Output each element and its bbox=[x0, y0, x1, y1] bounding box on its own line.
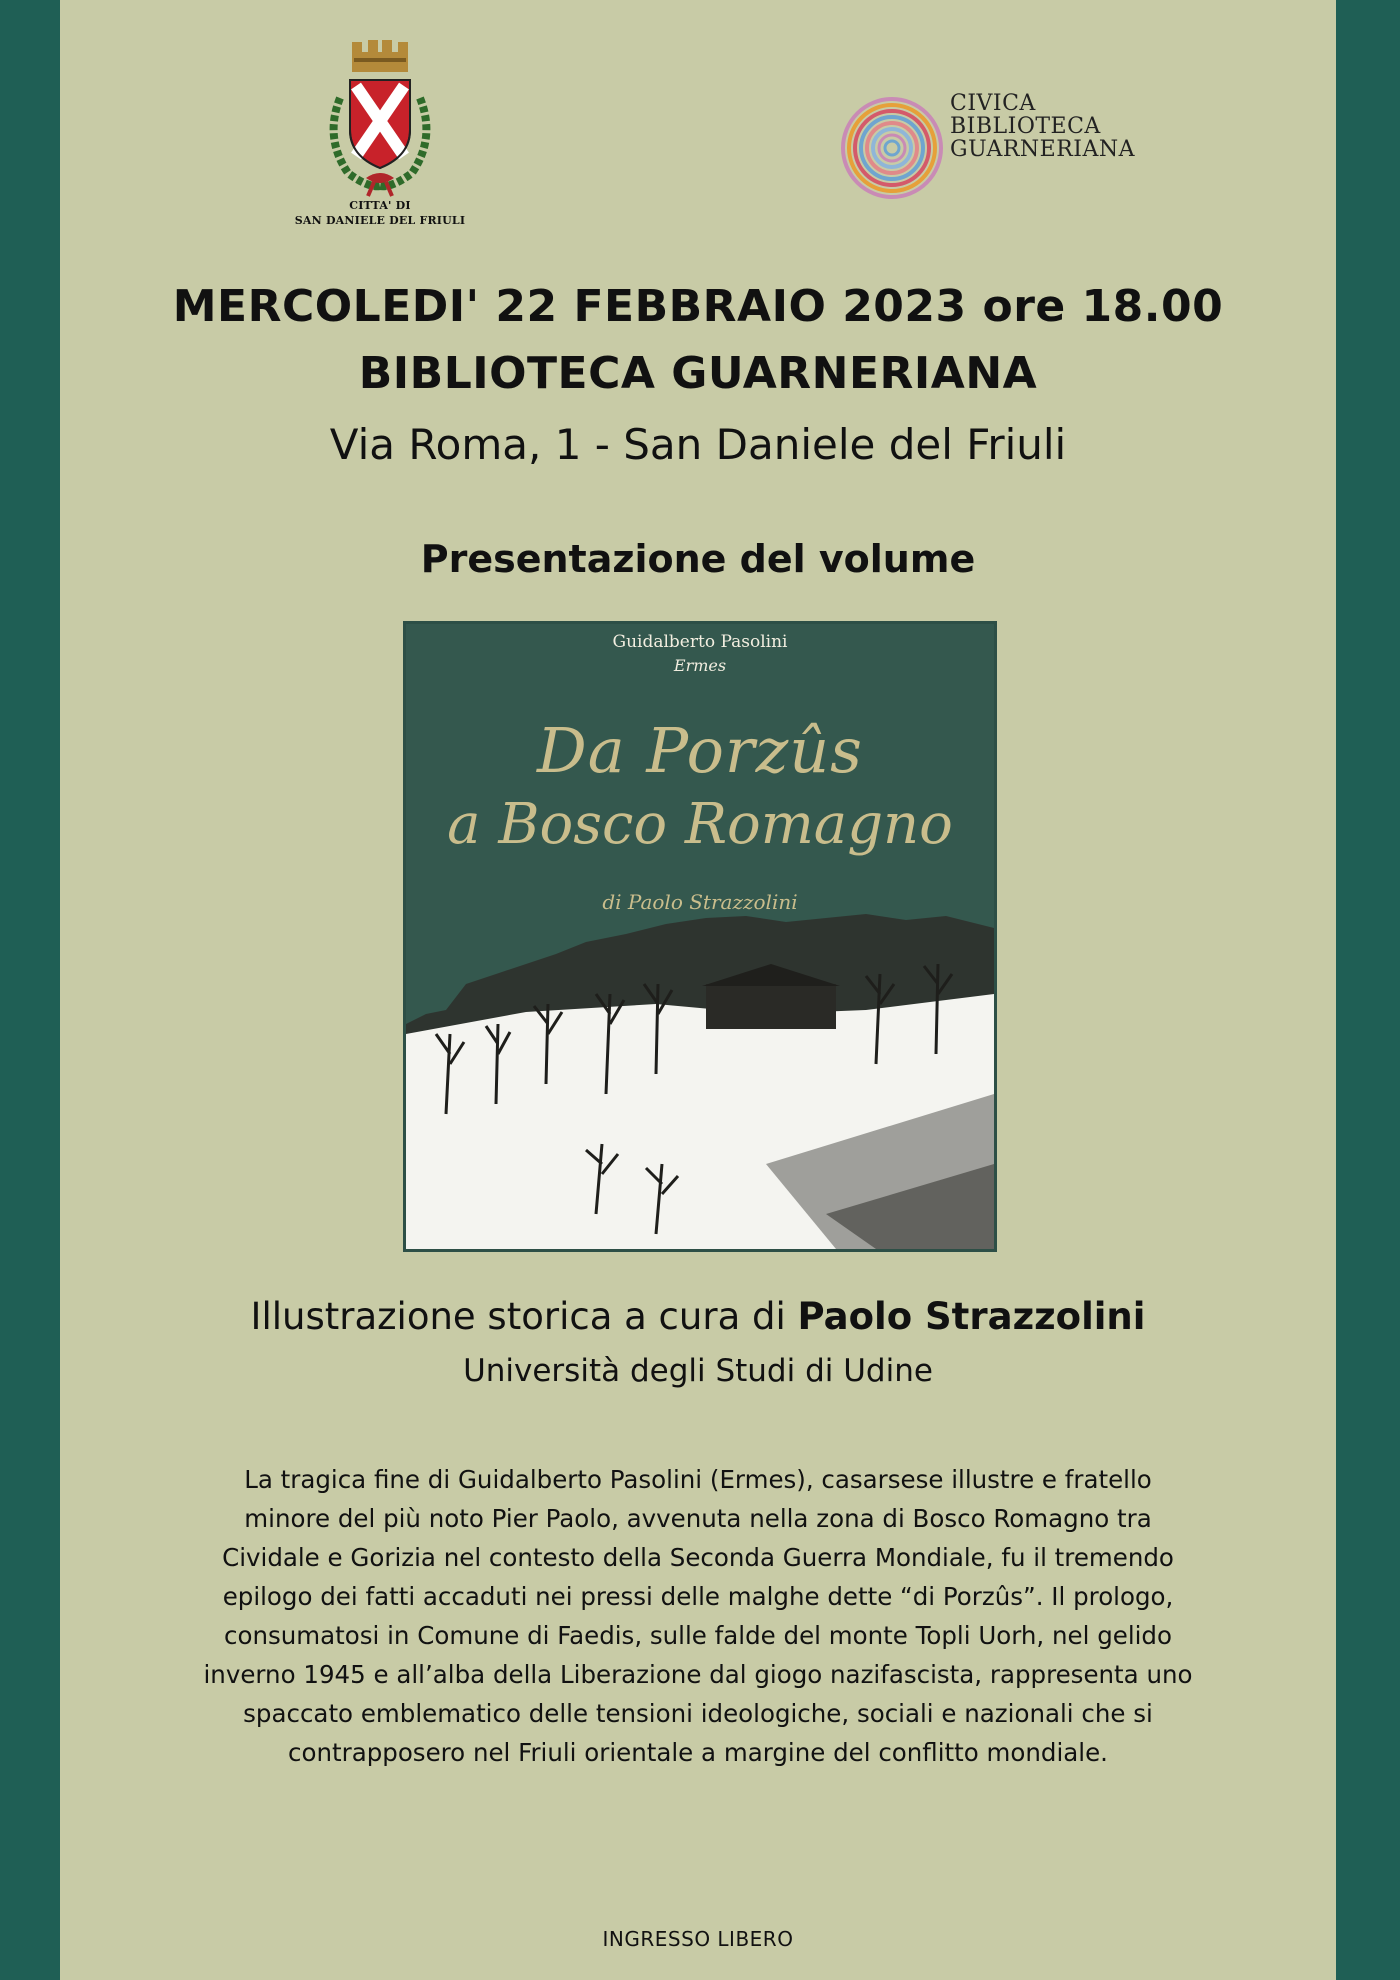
city-caption bbox=[260, 198, 500, 228]
city-caption-line2: SAN DANIELE DEL FRIULI bbox=[294, 214, 466, 227]
presentation-heading: Presentazione del volume bbox=[420, 537, 976, 581]
cover-title-line2: a Bosco Romagno bbox=[447, 792, 953, 857]
description-line: consumatosi in Comune di Faedis, sulle falde del monte Topli Uorh, nel gelido bbox=[224, 1621, 1172, 1650]
coat-of-arms-icon bbox=[318, 38, 442, 198]
library-name-line: CIVICA bbox=[950, 91, 1036, 116]
speaker-line bbox=[60, 1295, 1336, 1338]
description-line: La tragica fine di Guidalberto Pasolini (Ermes), casarsese illustre e fratello bbox=[244, 1465, 1152, 1494]
library-name-line: GUARNERIANA bbox=[950, 137, 1135, 162]
poster-page bbox=[60, 0, 1336, 1980]
book-cover-image bbox=[403, 621, 997, 1252]
speaker-affiliation: Università degli Studi di Udine bbox=[463, 1353, 933, 1389]
speaker-intro: Illustrazione storica a cura di bbox=[250, 1295, 798, 1338]
speaker-name: Paolo Strazzolini bbox=[797, 1295, 1146, 1338]
cover-title-line1: Da Porzûs bbox=[537, 714, 863, 787]
description-line: minore del più noto Pier Paolo, avvenuta nella zona di Bosco Romagno tra bbox=[244, 1504, 1152, 1533]
description-line: contrapposero nel Friuli orientale a margine del conflitto mondiale. bbox=[288, 1738, 1108, 1767]
concentric-circles-icon bbox=[840, 96, 944, 200]
snowy-landscape-photo bbox=[406, 914, 994, 1249]
event-venue: BIBLIOTECA GUARNERIANA bbox=[358, 348, 1038, 399]
library-name-line: BIBLIOTECA bbox=[950, 114, 1101, 139]
cover-author: Guidalberto Pasolini bbox=[612, 632, 788, 652]
free-entry-note: INGRESSO LIBERO bbox=[602, 1927, 794, 1951]
library-name bbox=[950, 92, 1135, 161]
library-logo bbox=[840, 90, 1170, 210]
description-line: Cividale e Gorizia nel contesto della Seconda Guerra Mondiale, fu il tremendo bbox=[222, 1543, 1174, 1572]
description-paragraph bbox=[130, 1460, 1266, 1772]
cover-subtitle: Ermes bbox=[673, 656, 727, 675]
description-line: inverno 1945 e all’alba della Liberazione dal giogo nazifascista, rappresenta uno bbox=[203, 1660, 1193, 1689]
city-caption-line1: CITTA' DI bbox=[349, 199, 411, 212]
cover-by-line: di Paolo Strazzolini bbox=[602, 890, 798, 914]
description-line: epilogo dei fatti accaduti nei pressi delle malghe dette “di Porzûs”. Il prologo, bbox=[222, 1582, 1174, 1611]
city-coat-of-arms-logo bbox=[260, 38, 500, 228]
description-line: spaccato emblematico delle tensioni ideologiche, sociali e nazionali che si bbox=[243, 1699, 1153, 1728]
event-date-time: MERCOLEDI' 22 FEBBRAIO 2023 ore 18.00 bbox=[172, 281, 1224, 332]
event-address: Via Roma, 1 - San Daniele del Friuli bbox=[329, 420, 1067, 469]
